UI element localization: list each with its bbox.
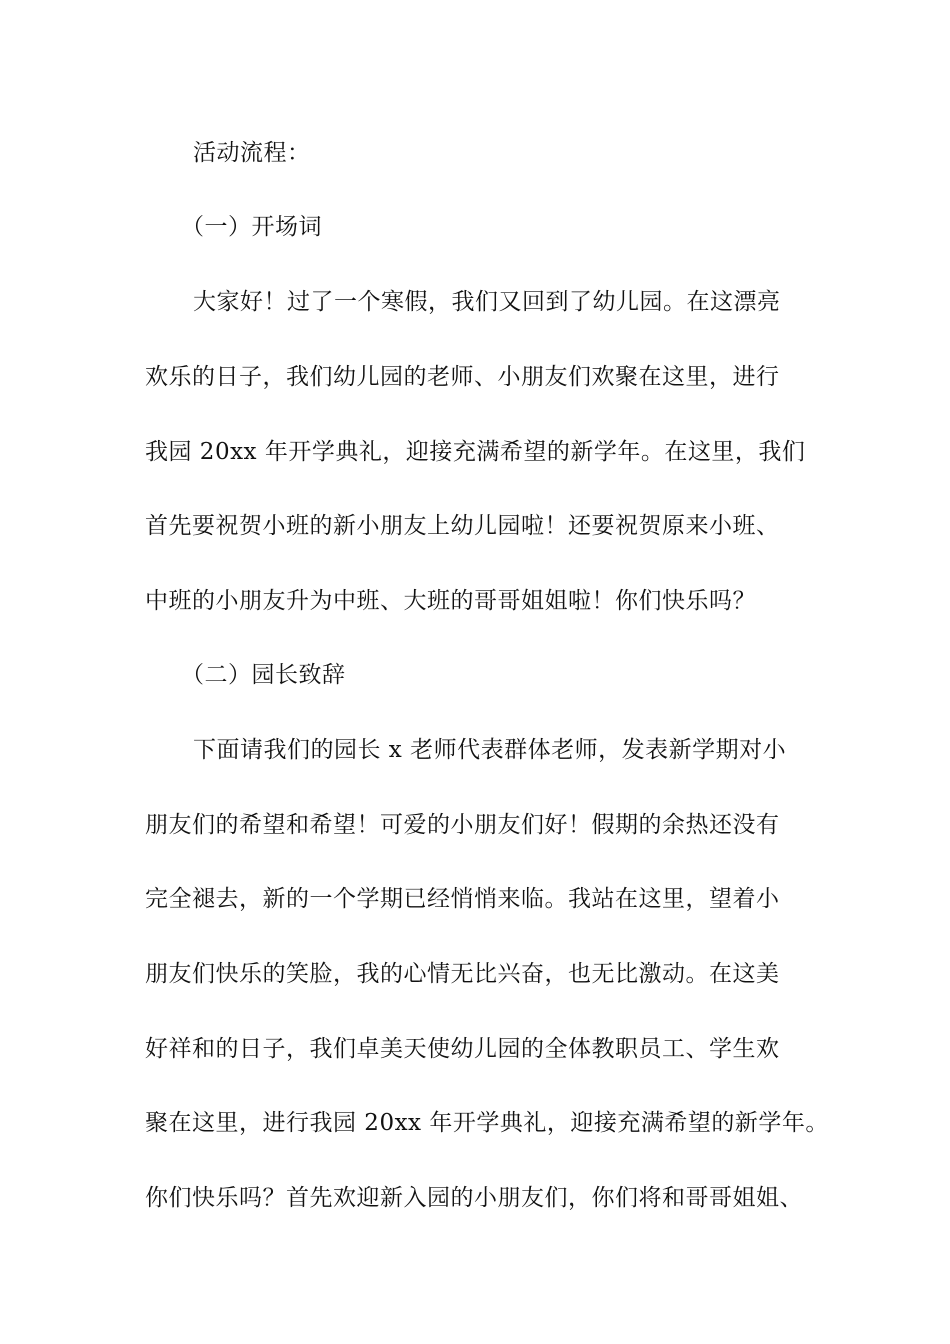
paragraph-line: 完全褪去，新的一个学期已经悄悄来临。我站在这里，望着小 <box>145 886 780 912</box>
paragraph-line: 朋友们快乐的笑脸，我的心情无比兴奋，也无比激动。在这美 <box>145 961 780 987</box>
paragraph-line: 你们快乐吗？首先欢迎新入园的小朋友们，你们将和哥哥姐姐、 <box>145 1185 803 1211</box>
paragraph-line: 中班的小朋友升为中班、大班的哥哥姐姐啦！你们快乐吗？ <box>145 588 756 614</box>
section-1-title: （一）开场词 <box>181 214 322 240</box>
paragraph-line: 首先要祝贺小班的新小朋友上幼儿园啦！还要祝贺原来小班、 <box>145 513 780 539</box>
paragraph-line: 欢乐的日子，我们幼儿园的老师、小朋友们欢聚在这里，进行 <box>145 364 780 390</box>
paragraph-line: 我园 20xx 年开学典礼，迎接充满希望的新学年。在这里，我们 <box>145 439 806 465</box>
paragraph-line: 聚在这里，进行我园 20xx 年开学典礼，迎接充满希望的新学年。 <box>145 1110 829 1136</box>
paragraph-line: 好祥和的日子，我们卓美天使幼儿园的全体教职员工、学生欢 <box>145 1036 780 1062</box>
section-2-title: （二）园长致辞 <box>181 662 346 688</box>
paragraph-line: 下面请我们的园长 x 老师代表群体老师，发表新学期对小 <box>193 737 787 763</box>
paragraph-line: 朋友们的希望和希望！可爱的小朋友们好！假期的余热还没有 <box>145 812 780 838</box>
paragraph-line: 大家好！过了一个寒假，我们又回到了幼儿园。在这漂亮 <box>193 289 781 315</box>
activity-process-heading: 活动流程： <box>193 140 311 166</box>
